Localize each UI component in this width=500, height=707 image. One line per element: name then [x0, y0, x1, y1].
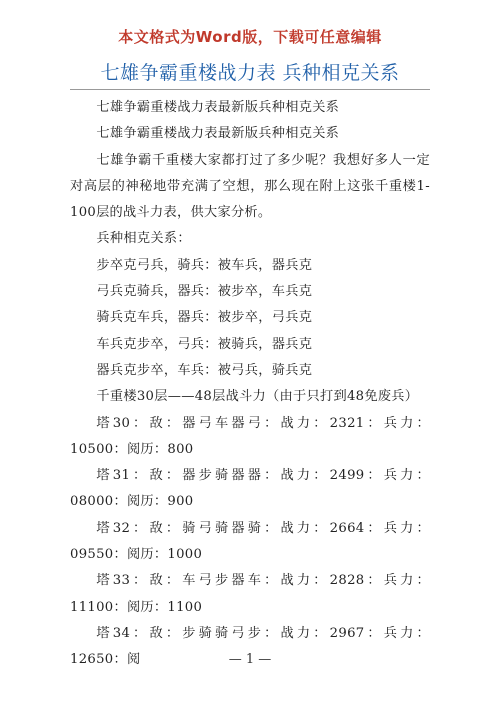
title-divider [70, 89, 430, 90]
paragraph: 七雄争霸重楼战力表最新版兵种相克关系 [96, 126, 340, 142]
paragraph: 塔30：敌：器弓车器弓：战力：2321：兵力：10500：阅历：800 [70, 415, 430, 457]
paragraph: 塔34：敌：步骑骑弓步：战力：2967：兵力：12650：阅 [70, 625, 430, 668]
paragraph: 塔33：敌：车弓步器车：战力：2828：兵力：11100：阅历：1100 [70, 573, 430, 615]
paragraph: 骑兵克车兵，器兵：被步卒，弓兵克 [96, 310, 313, 326]
paragraph: 车兵克步卒，弓兵：被骑兵，器兵克 [96, 336, 313, 352]
paragraph: 千重楼30层——48层战斗力（由于只打到48免废兵） [96, 389, 419, 405]
document-body [70, 95, 430, 674]
paragraph: 七雄争霸千重楼大家都打过了多少呢？我想好多人一定对高层的神秘地带充满了空想，那么现在附上这张千重楼1-100层的战斗力表，供大家分析。 [70, 152, 430, 221]
paragraph: 器兵克步卒，车兵：被弓兵，骑兵克 [96, 362, 313, 378]
document-title: 七雄争霸重楼战力表 兵种相克关系 [100, 62, 400, 84]
format-banner: 本文格式为Word版，下载可任意编辑 [118, 28, 382, 46]
paragraph: 弓兵克骑兵，器兵：被步卒，车兵克 [96, 284, 313, 300]
page-number: — 1 — [228, 652, 272, 667]
paragraph: 兵种相克关系： [96, 231, 191, 247]
paragraph: 塔31：敌：器步骑器器：战力：2499：兵力：08000：阅历：900 [70, 468, 430, 510]
paragraph: 塔32：敌：骑弓骑器骑：战力：2664：兵力：09550：阅历：1000 [70, 520, 430, 563]
paragraph: 步卒克弓兵，骑兵：被车兵，器兵克 [96, 257, 313, 273]
paragraph: 七雄争霸重楼战力表最新版兵种相克关系 [96, 100, 340, 115]
